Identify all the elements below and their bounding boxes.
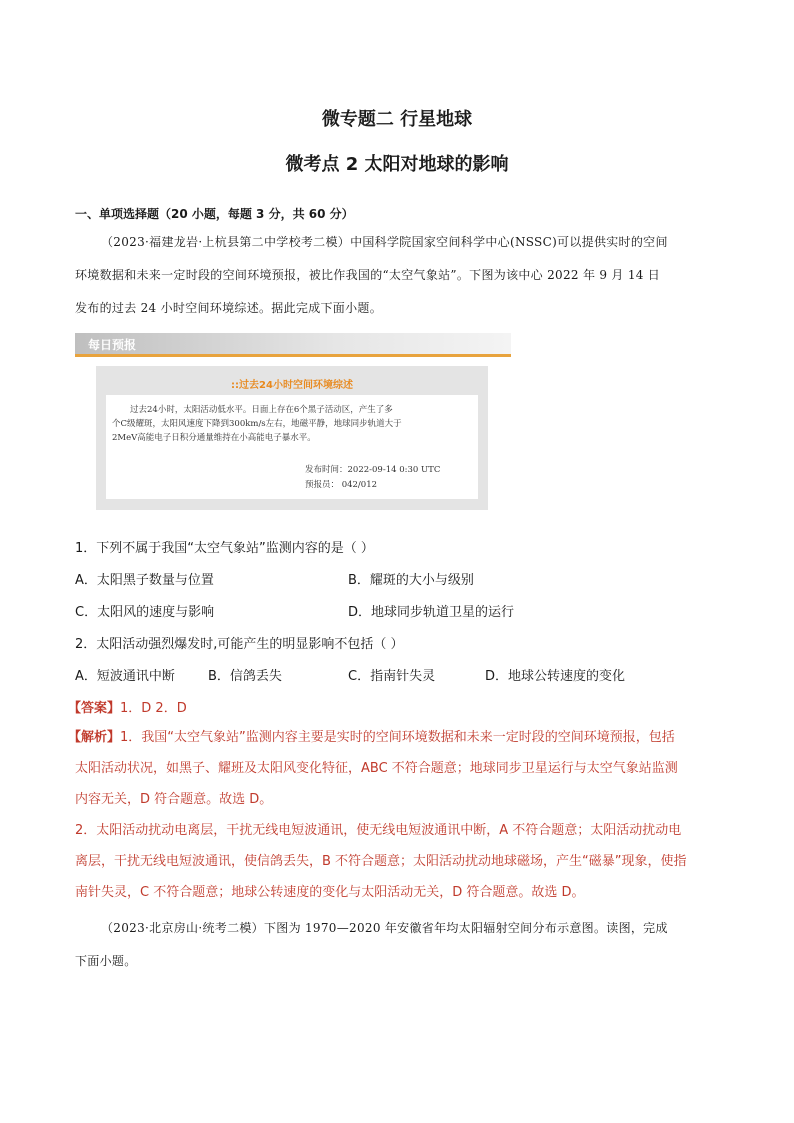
figure-body [112,403,472,445]
figure-body-line2: 个C级耀斑，太阳风速度下降到300km/s左右，地磁平静，地球同步轨道大于 [112,419,402,429]
q1-option-a: A．太阳黑子数量与位置 [75,573,214,588]
intro1-line2: 环境数据和未来一定时段的空间环境预报，被比作我国的“太空气象站”。下图为该中心 2022 年 9 月 14 日 [75,268,661,282]
intro2-line1: （2023·北京房山·统考二模）下图为 1970—2020 年安徽省年均太阳辐射空间分布示意图。读图，完成 [101,921,668,935]
q2-option-c: C．指南针失灵 [348,669,436,684]
figure-issued: 发布时间：2022-09-14 0:30 UTC [305,465,441,475]
intro-paragraph-2 [75,912,725,978]
analysis-line6: 南针失灵，C 不符合题意；地球公转速度的变化与太阳活动无关，D 符合题意。故选 D。 [75,885,585,900]
q1-stem: 1．下列不属于我国“太空气象站”监测内容的是（ ） [75,541,374,556]
analysis-line5: 离层，干扰无线电短波通讯，使信鸽丢失，B 不符合题意；太阳活动扰动地球磁场，产生“磁暴”现象，使指 [75,854,687,869]
intro1-line3: 发布的过去 24 小时空间环境综述。据此完成下面小题。 [75,301,383,315]
figure-body-line1: 过去24小时，太阳活动低水平。日面上存在6个黑子活动区，产生了多 [130,405,393,415]
q2-option-d: D．地球公转速度的变化 [485,669,626,684]
q2-option-b: B．信鸽丢失 [208,669,282,684]
figure-forecaster: 预报员： 042/012 [305,480,378,490]
analysis-block [68,722,728,908]
figure-banner [75,333,511,355]
figure-banner-rule [75,354,511,357]
analysis-line2: 太阳活动状况，如黑子、耀班及太阳风变化特征，ABC 不符合题意；地球同步卫星运行与太空气象站监测 [75,761,678,776]
section-heading: 一、单项选择题（20 小题，每题 3 分，共 60 分） [75,207,354,221]
analysis-line1-text: 1．我国“太空气象站”监测内容主要是实时的空间环境数据和未来一定时段的空间环境预报，包括 [120,730,675,745]
q1-option-c: C．太阳风的速度与影响 [75,605,215,620]
figure-heading [96,376,488,391]
page-title: 微专题二 行星地球 [321,109,473,130]
figure-heading-text: 过去24小时空间环境综述 [239,380,353,391]
q2-stem: 2．太阳活动强烈爆发时,可能产生的明显影响不包括（ ） [75,637,404,652]
figure-banner-label: 每日预报 [88,338,137,352]
analysis-tag: 【解析】 [68,730,121,745]
q2-option-a: A．短波通讯中断 [75,669,175,684]
intro2-line2: 下面小题。 [75,954,137,968]
figure-heading-marker: :: [231,380,240,391]
analysis-line4: 2．太阳活动扰动电离层，干扰无线电短波通讯，使无线电短波通讯中断，A 不符合题意；太阳活动扰动电 [75,823,682,838]
analysis-line1 [68,722,728,753]
q1-option-b: B．耀斑的大小与级别 [348,573,474,588]
analysis-line3: 内容无关，D 符合题意。故选 D。 [75,792,273,807]
figure-body-line3: 2MeV高能电子日积分通量维持在小高能电子暴水平。 [112,433,316,443]
q1-option-d: D．地球同步轨道卫星的运行 [348,605,515,620]
answer-line [68,697,187,716]
answer-tag: 【答案】 [68,701,121,716]
page-subtitle: 微考点 2 太阳对地球的影响 [285,154,509,175]
answer-text: 1．D 2．D [120,701,187,716]
intro1-line1: （2023·福建龙岩·上杭县第二中学校考二模）中国科学院国家空间科学中心(NSSC)可以提供实时的空间 [101,235,668,249]
intro-paragraph-1 [75,226,725,325]
